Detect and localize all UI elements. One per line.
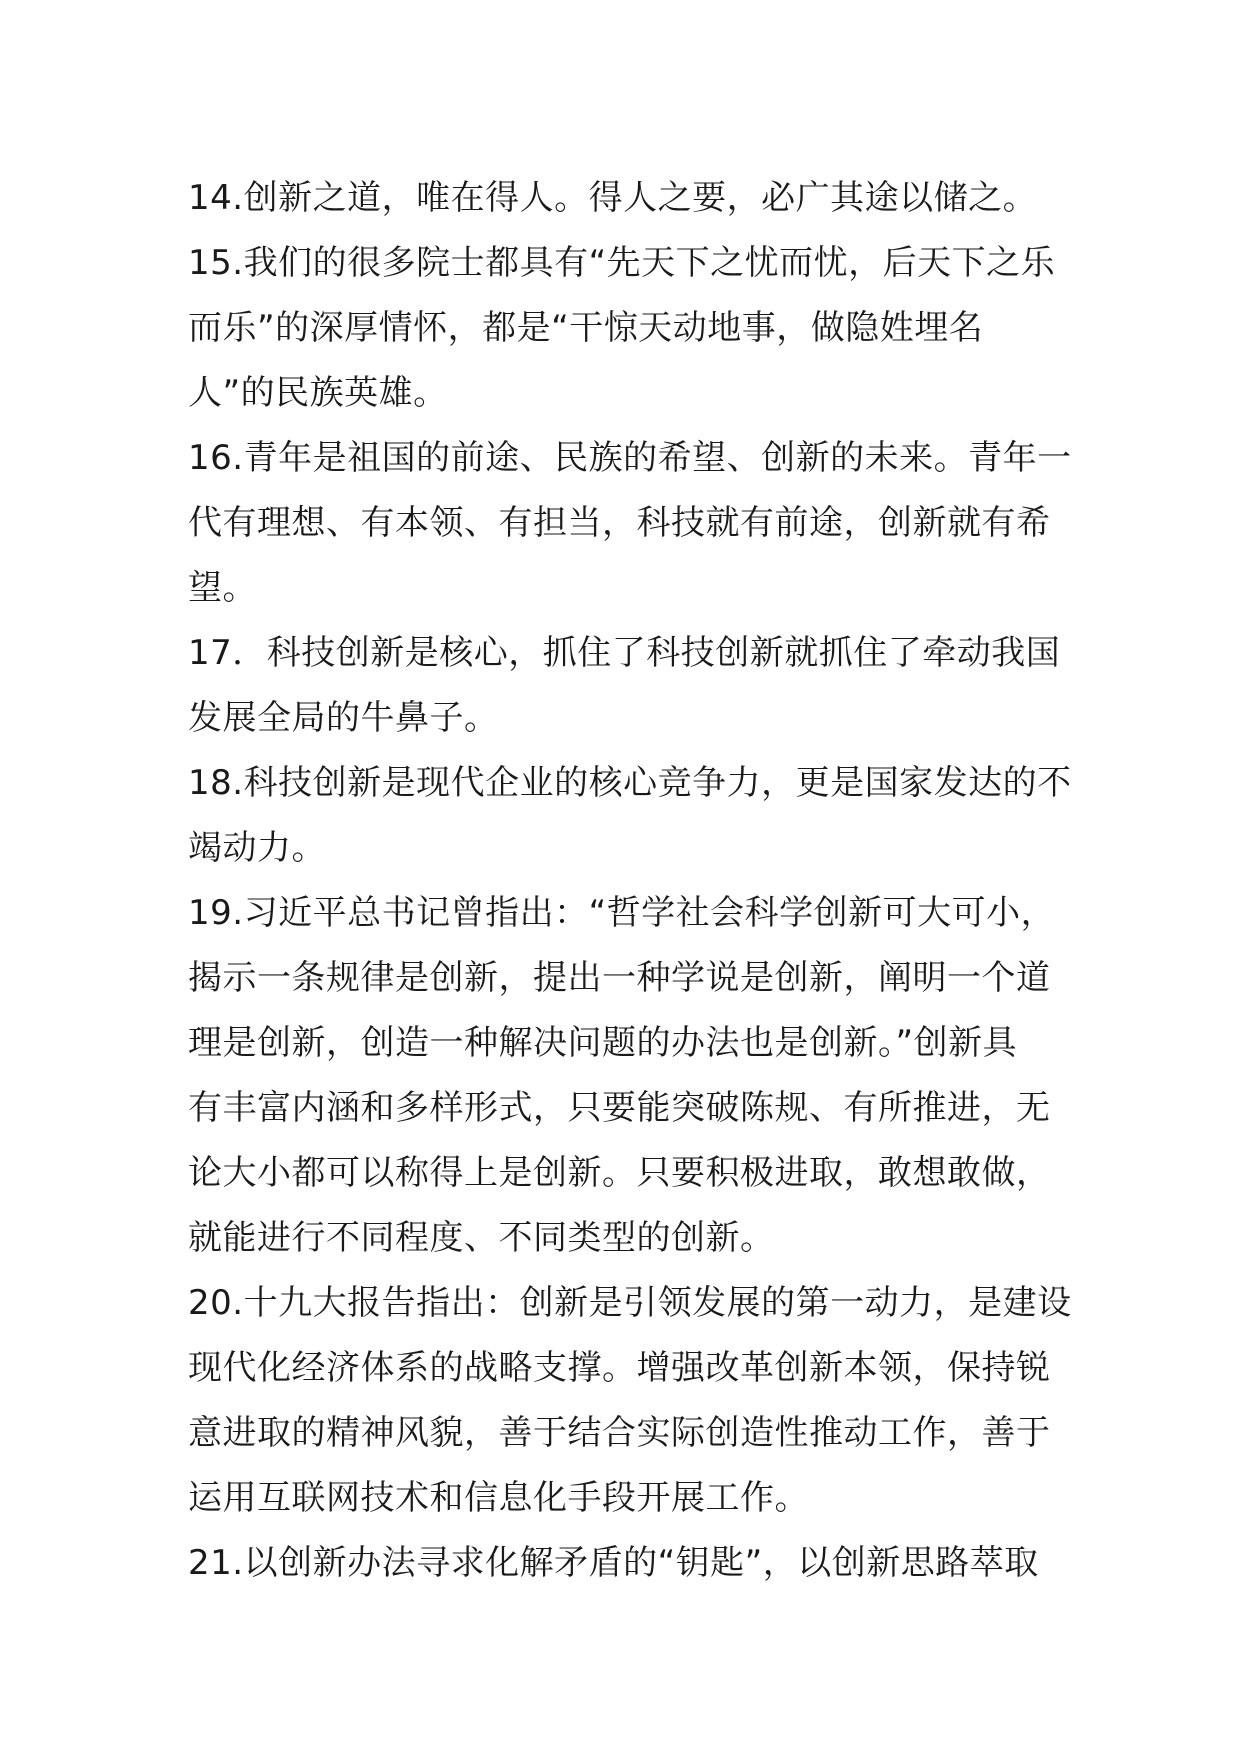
text-line: 21.以创新办法寻求化解矛盾的“钥匙”，以创新思路萃取	[188, 1543, 1039, 1583]
document-body	[188, 166, 1072, 1596]
text-line: 现代化经济体系的战略支撑。增强改革创新本领，保持锐	[188, 1348, 1051, 1388]
text-line: 18.科技创新是现代企业的核心竞争力，更是国家发达的不	[188, 763, 1072, 803]
text-line: 15.我们的很多院士都具有“先天下之忧而忧，后天下之乐	[188, 243, 1056, 283]
text-line: 理是创新，创造一种解决问题的办法也是创新。”创新具	[188, 1023, 1018, 1063]
text-line: 人”的民族英雄。	[188, 373, 448, 413]
text-line: 代有理想、有本领、有担当，科技就有前途，创新就有希	[188, 503, 1051, 543]
text-line: 17．科技创新是核心，抓住了科技创新就抓住了牵动我国	[188, 633, 1061, 673]
text-line: 16.青年是祖国的前途、民族的希望、创新的未来。青年一	[188, 438, 1072, 478]
text-line: 20.十九大报告指出：创新是引领发展的第一动力，是建设	[188, 1283, 1072, 1323]
text-line: 而乐”的深厚情怀，都是“干惊天动地事，做隐姓埋名	[188, 308, 984, 348]
text-line: 揭示一条规律是创新，提出一种学说是创新，阐明一个道	[188, 958, 1051, 998]
text-line: 论大小都可以称得上是创新。只要积极进取，敢想敢做，	[188, 1153, 1051, 1193]
text-line: 14.创新之道，唯在得人。得人之要，必广其途以储之。	[188, 178, 1038, 218]
text-line: 有丰富内涵和多样形式，只要能突破陈规、有所推进，无	[188, 1088, 1051, 1128]
text-line: 发展全局的牛鼻子。	[188, 698, 499, 738]
text-line: 望。	[188, 568, 257, 608]
text-line: 意进取的精神风貌，善于结合实际创造性推动工作，善于	[188, 1413, 1051, 1453]
text-line: 运用互联网技术和信息化手段开展工作。	[188, 1478, 809, 1518]
text-line: 竭动力。	[188, 828, 326, 868]
text-line: 就能进行不同程度、不同类型的创新。	[188, 1218, 775, 1258]
text-line: 19.习近平总书记曾指出：“哲学社会科学创新可大可小，	[188, 893, 1056, 933]
